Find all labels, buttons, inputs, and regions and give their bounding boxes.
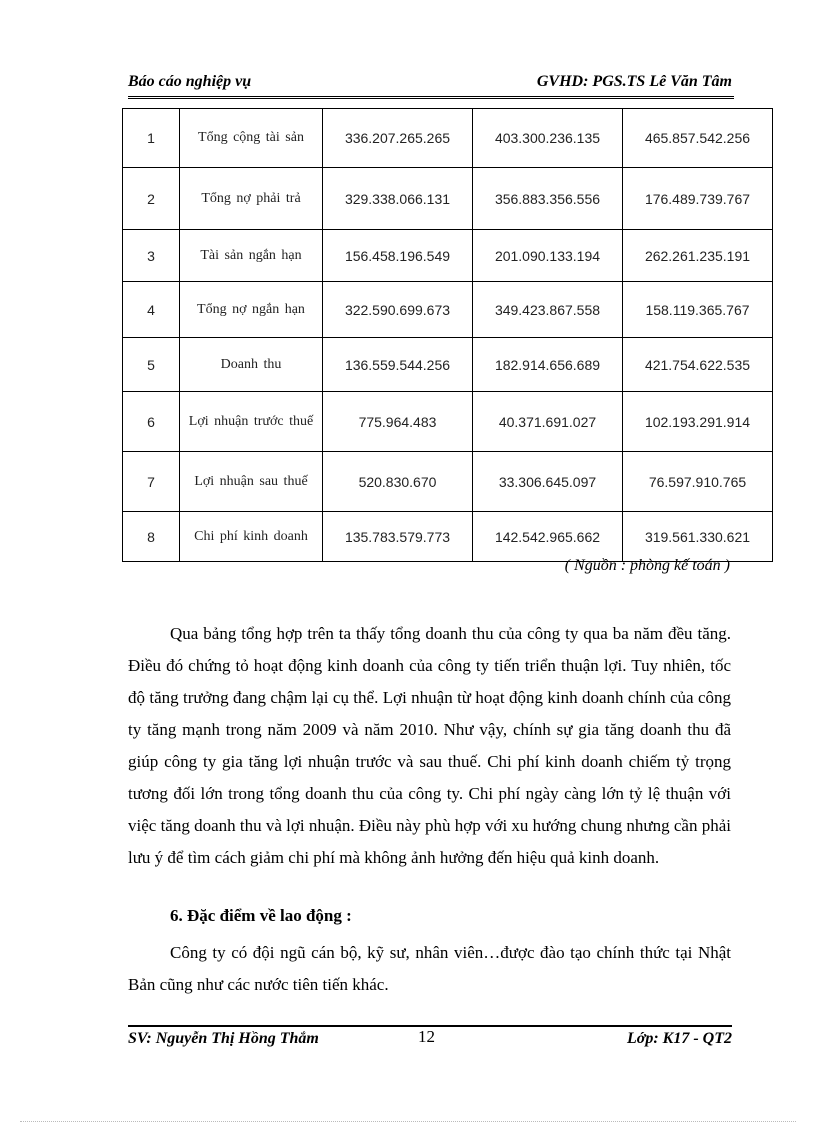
table-row bbox=[123, 392, 773, 452]
labor-paragraph: Công ty có đội ngũ cán bộ, kỹ sư, nhân viên…được đào tạo chính thức tại Nhật Bản cũng như các nước tiên tiến khác. bbox=[128, 943, 731, 994]
table-row bbox=[123, 512, 773, 562]
value-col-2: 182.914.656.689 bbox=[473, 338, 623, 392]
value-col-3: 465.857.542.256 bbox=[623, 109, 773, 168]
table-row bbox=[123, 282, 773, 338]
value-col-3: 76.597.910.765 bbox=[623, 452, 773, 512]
row-number: 4 bbox=[123, 282, 180, 338]
table-row bbox=[123, 338, 773, 392]
value-col-2: 356.883.356.556 bbox=[473, 168, 623, 230]
header-right: GVHD: PGS.TS Lê Văn Tâm bbox=[536, 73, 732, 90]
header-left: Báo cáo nghiệp vụ bbox=[128, 73, 252, 90]
page-number: 12 bbox=[418, 1027, 435, 1046]
row-label: Lợi nhuận sau thuế bbox=[180, 452, 323, 512]
row-label: Tài sản ngắn hạn bbox=[180, 230, 323, 282]
footer-student: SV: Nguyễn Thị Hồng Thắm bbox=[128, 1030, 319, 1047]
value-col-2: 40.371.691.027 bbox=[473, 392, 623, 452]
row-number: 3 bbox=[123, 230, 180, 282]
row-label: Tổng nợ ngắn hạn bbox=[180, 282, 323, 338]
header-rule bbox=[128, 96, 734, 97]
row-number: 5 bbox=[123, 338, 180, 392]
table-source-note: ( Nguồn : phòng kế toán ) bbox=[564, 557, 730, 574]
value-col-1: 156.458.196.549 bbox=[323, 230, 473, 282]
value-col-2: 403.300.236.135 bbox=[473, 109, 623, 168]
value-col-1: 135.783.579.773 bbox=[323, 512, 473, 562]
financial-table bbox=[122, 108, 773, 562]
value-col-3: 176.489.739.767 bbox=[623, 168, 773, 230]
table-row bbox=[123, 168, 773, 230]
value-col-2: 201.090.133.194 bbox=[473, 230, 623, 282]
table-row bbox=[123, 230, 773, 282]
page-edge-divider bbox=[20, 1121, 796, 1122]
row-label: Tổng cộng tài sản bbox=[180, 109, 323, 168]
value-col-2: 142.542.965.662 bbox=[473, 512, 623, 562]
analysis-paragraph: Qua bảng tổng hợp trên ta thấy tổng doanh thu của công ty qua ba năm đều tăng. Điều đó chứng tỏ hoạt động kinh doanh của công ty tiến triển thuận lợi. Tuy nhiên, tốc độ tăng trưởng đang chậm lại cụ thể. Lợi nhuận từ hoạt động kinh doanh chính của công ty tăng mạnh trong năm 2009 và năm 2010. Như vậy, chính sự gia tăng doanh thu đã giúp công ty gia tăng lợi nhuận trước và sau thuế. Chi phí kinh doanh chiếm tỷ trọng tương đối lớn trong tổng doanh thu của công ty. Chi phí ngày càng lớn tỷ lệ thuận với việc tăng doanh thu và lợi nhuận. Điều này phù hợp với xu hướng chung nhưng cần phải lưu ý để tìm cách giảm chi phí mà không ảnh hưởng đến hiệu quả kinh doanh. bbox=[128, 624, 731, 867]
row-number: 2 bbox=[123, 168, 180, 230]
value-col-3: 102.193.291.914 bbox=[623, 392, 773, 452]
row-number: 1 bbox=[123, 109, 180, 168]
value-col-1: 520.830.670 bbox=[323, 452, 473, 512]
value-col-1: 136.559.544.256 bbox=[323, 338, 473, 392]
section-heading: 6. Đặc điểm về lao động : bbox=[170, 906, 352, 925]
value-col-3: 158.119.365.767 bbox=[623, 282, 773, 338]
footer-class: Lớp: K17 - QT2 bbox=[626, 1030, 732, 1047]
header-rule-secondary bbox=[128, 98, 734, 99]
row-number: 7 bbox=[123, 452, 180, 512]
row-label: Doanh thu bbox=[180, 338, 323, 392]
value-col-2: 349.423.867.558 bbox=[473, 282, 623, 338]
row-label: Chi phí kinh doanh bbox=[180, 512, 323, 562]
page-footer bbox=[128, 1025, 732, 1052]
row-label: Tổng nợ phải trả bbox=[180, 168, 323, 230]
value-col-3: 421.754.622.535 bbox=[623, 338, 773, 392]
table-row bbox=[123, 109, 773, 168]
value-col-1: 329.338.066.131 bbox=[323, 168, 473, 230]
table-row bbox=[123, 452, 773, 512]
row-number: 6 bbox=[123, 392, 180, 452]
value-col-1: 775.964.483 bbox=[323, 392, 473, 452]
row-label: Lợi nhuận trước thuế bbox=[180, 392, 323, 452]
value-col-3: 319.561.330.621 bbox=[623, 512, 773, 562]
value-col-2: 33.306.645.097 bbox=[473, 452, 623, 512]
row-number: 8 bbox=[123, 512, 180, 562]
value-col-1: 322.590.699.673 bbox=[323, 282, 473, 338]
value-col-3: 262.261.235.191 bbox=[623, 230, 773, 282]
value-col-1: 336.207.265.265 bbox=[323, 109, 473, 168]
